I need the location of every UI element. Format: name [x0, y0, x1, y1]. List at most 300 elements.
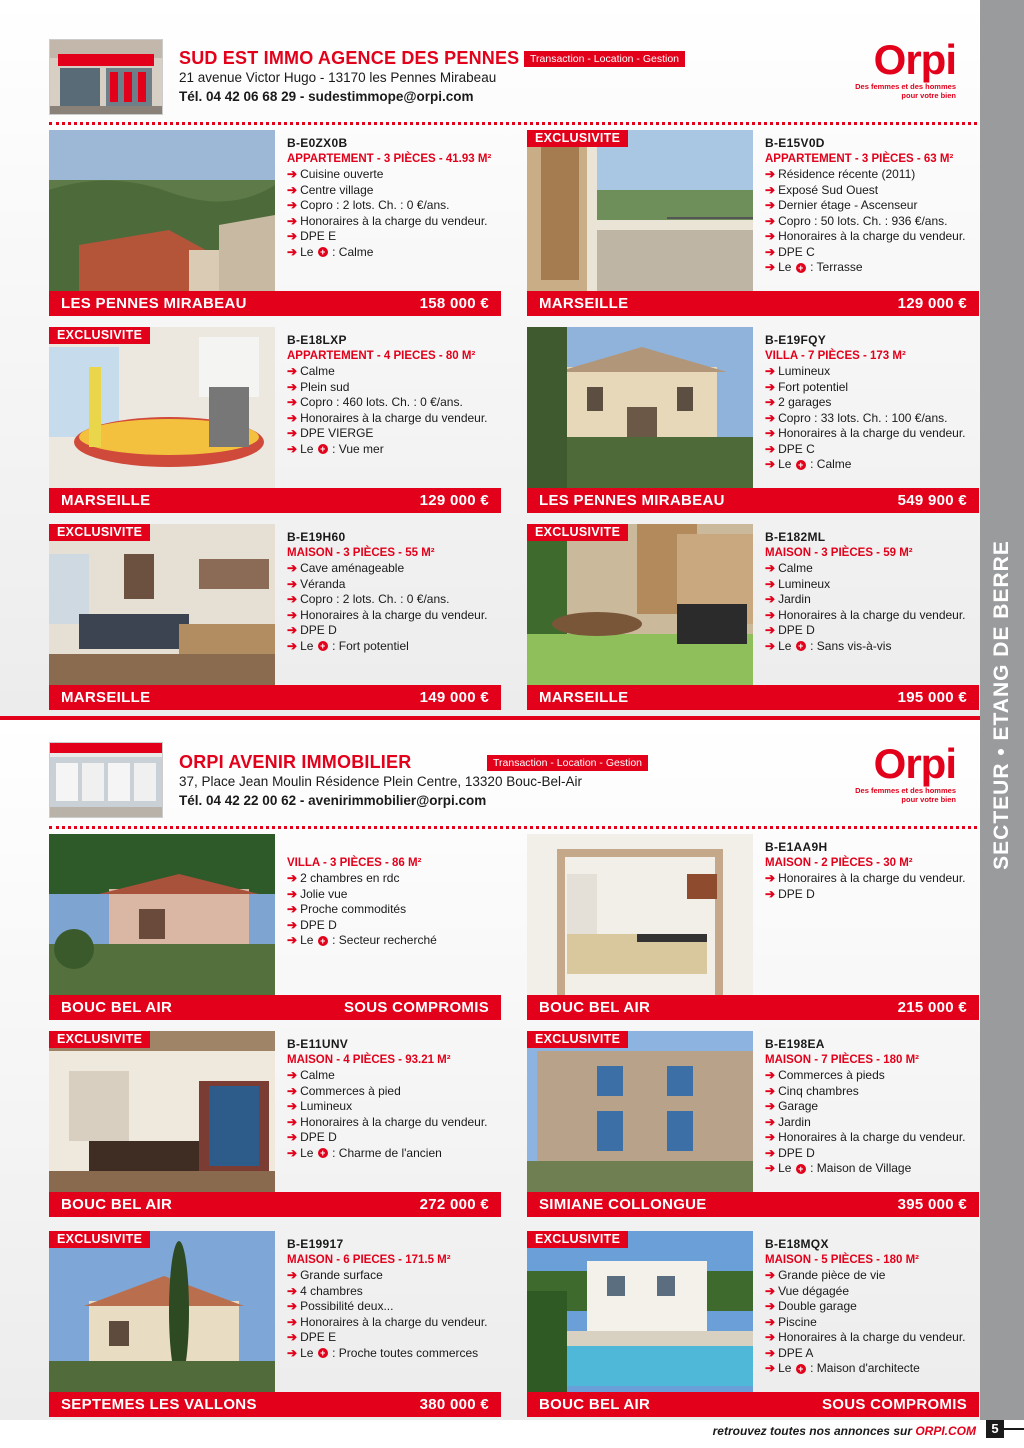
arrow-right-icon: ➔: [287, 182, 298, 197]
le-label: Le: [300, 1145, 314, 1160]
listing-feature: [287, 167, 501, 183]
arrow-right-icon: ➔: [287, 1145, 298, 1160]
listing-le-plus: [765, 260, 979, 276]
arrow-right-icon: ➔: [287, 1345, 298, 1360]
listing-feature: [287, 1299, 501, 1315]
arrow-right-icon: ➔: [287, 1283, 298, 1298]
listing-feature: [765, 1284, 979, 1300]
feature-text: Vue dégagée: [778, 1283, 850, 1298]
listing-photo[interactable]: [49, 1231, 275, 1392]
listing-details: [287, 530, 501, 654]
listing-feature: [287, 380, 501, 396]
feature-text: DPE D: [778, 1145, 815, 1160]
listing-card[interactable]: [527, 524, 979, 710]
arrow-right-icon: ➔: [287, 561, 298, 575]
listing-feature: [765, 380, 979, 396]
arrow-right-icon: ➔: [287, 167, 298, 181]
arrow-right-icon: ➔: [765, 561, 776, 575]
listing-card[interactable]: [49, 130, 501, 316]
feature-text: Honoraires à la charge du vendeur.: [300, 410, 488, 425]
agency-storefront-photo: [49, 742, 163, 818]
feature-text: Honoraires à la charge du vendeur.: [778, 426, 966, 440]
page-number: 5: [986, 1420, 1004, 1438]
feature-text: Honoraires à la charge du vendeur.: [300, 1314, 488, 1329]
feature-text: Copro : 2 lots. Ch. : 0 €/ans.: [300, 592, 450, 606]
listing-card[interactable]: [527, 130, 979, 316]
arrow-right-icon: ➔: [287, 638, 298, 653]
plus-icon: +: [796, 1164, 806, 1174]
listing-feature: [287, 887, 501, 903]
listing-feature: [765, 442, 979, 458]
arrow-right-icon: ➔: [765, 1345, 776, 1360]
listing-le-plus: [765, 1361, 979, 1377]
listing-price: 380 000 €: [419, 1396, 489, 1413]
feature-text: DPE D: [300, 1130, 337, 1144]
listing-city: BOUC BEL AIR: [61, 1196, 173, 1213]
feature-text: DPE D: [300, 623, 337, 637]
feature-text: Copro : 460 lots. Ch. : 0 €/ans.: [300, 395, 463, 409]
le-label: Le: [300, 441, 314, 456]
listing-feature: [287, 623, 501, 639]
listing-type: MAISON - 5 PIÈCES - 180 M²: [765, 1254, 920, 1266]
listing-details: [765, 1037, 979, 1177]
listing-city: BOUC BEL AIR: [539, 999, 651, 1016]
listing-reference: B-E15V0D: [765, 136, 825, 150]
listing-details: [765, 840, 979, 902]
feature-text: Lumineux: [778, 576, 831, 591]
listing-photo[interactable]: [49, 834, 275, 995]
feature-text: Garage: [778, 1099, 819, 1113]
orpi-wordmark: Orpi: [873, 740, 956, 787]
listing-feature: [287, 561, 501, 577]
plus-icon: +: [318, 247, 328, 257]
feature-text: Fort potentiel: [778, 379, 849, 394]
listing-price: 149 000 €: [419, 689, 489, 706]
feature-text: Calme: [300, 1068, 335, 1082]
listing-reference: B-E11UNV: [287, 1037, 349, 1051]
le-plus-text: : Proche toutes commerces: [332, 1345, 479, 1360]
dotted-separator: [49, 826, 977, 829]
listing-feature: [287, 1099, 501, 1115]
arrow-right-icon: ➔: [287, 441, 298, 456]
listing-reference: B-E19H60: [287, 530, 346, 544]
arrow-right-icon: ➔: [765, 1361, 776, 1375]
listing-card[interactable]: [49, 1031, 501, 1217]
listing-feature: [765, 167, 979, 183]
feature-text: Cuisine ouverte: [300, 167, 384, 181]
feature-text: Honoraires à la charge du vendeur.: [778, 607, 966, 622]
arrow-right-icon: ➔: [765, 1283, 776, 1298]
exclusive-badge: EXCLUSIVITE: [49, 327, 150, 344]
listing-feature: [765, 411, 979, 427]
listing-le-plus: [765, 1161, 979, 1177]
listing-bar: [49, 1192, 501, 1217]
feature-text: Véranda: [300, 576, 346, 591]
arrow-right-icon: ➔: [287, 395, 298, 409]
listing-feature: [765, 592, 979, 608]
listing-feature: [765, 1330, 979, 1346]
listing-type: APPARTEMENT - 4 PIECES - 80 M²: [287, 350, 476, 362]
arrow-right-icon: ➔: [765, 1130, 776, 1144]
listing-feature: [765, 608, 979, 624]
listing-feature: [287, 411, 501, 427]
arrow-right-icon: ➔: [287, 379, 298, 394]
exclusive-badge: EXCLUSIVITE: [49, 1031, 150, 1048]
listing-details: [765, 136, 979, 276]
listing-feature: [287, 198, 501, 214]
listing-le-plus: [287, 639, 501, 655]
le-label: Le: [300, 933, 314, 947]
le-plus-text: : Vue mer: [332, 441, 384, 456]
listing-details: [765, 530, 979, 654]
listing-bar: [527, 291, 979, 316]
listing-type: MAISON - 6 PIECES - 171.5 M²: [287, 1254, 451, 1266]
arrow-right-icon: ➔: [765, 260, 776, 274]
arrow-right-icon: ➔: [765, 1161, 776, 1175]
feature-text: DPE E: [300, 229, 337, 243]
footer-url[interactable]: ORPI.COM: [915, 1424, 976, 1438]
agency-contact[interactable]: Tél. 04 42 06 68 29 - sudestimmope@orpi.com: [179, 89, 474, 104]
feature-text: Honoraires à la charge du vendeur.: [300, 213, 488, 228]
arrow-right-icon: ➔: [287, 364, 298, 378]
le-label: Le: [300, 638, 314, 653]
feature-text: Grande pièce de vie: [778, 1268, 886, 1282]
feature-text: Copro : 33 lots. Ch. : 100 €/ans.: [778, 410, 948, 425]
listing-type: APPARTEMENT - 3 PIÈCES - 63 M²: [765, 153, 954, 165]
listing-feature: [287, 1068, 501, 1084]
le-plus-text: : Charme de l'ancien: [332, 1145, 442, 1160]
orpi-tagline-1: Des femmes et des hommes: [855, 786, 956, 795]
feature-text: Copro : 2 lots. Ch. : 0 €/ans.: [300, 198, 450, 212]
listing-feature: [765, 561, 979, 577]
exclusive-badge: EXCLUSIVITE: [527, 524, 628, 541]
arrow-right-icon: ➔: [287, 623, 298, 637]
listing-feature: [765, 1115, 979, 1131]
listing-photo[interactable]: [527, 1031, 753, 1192]
listing-feature: [287, 608, 501, 624]
arrow-right-icon: ➔: [287, 244, 298, 259]
feature-text: Honoraires à la charge du vendeur.: [778, 1330, 966, 1344]
feature-text: DPE E: [300, 1330, 337, 1344]
sidebar-label: SECTEUR • ETANG DE BERRE: [990, 540, 1013, 870]
arrow-right-icon: ➔: [287, 1083, 298, 1098]
plus-icon: +: [318, 936, 328, 946]
le-label: Le: [778, 1361, 792, 1375]
listing-price: 129 000 €: [897, 295, 967, 312]
feature-text: DPE A: [778, 1345, 814, 1360]
le-label: Le: [300, 1345, 314, 1360]
agency-address: 37, Place Jean Moulin Résidence Plein Centre, 13320 Bouc-Bel-Air: [179, 774, 582, 789]
arrow-right-icon: ➔: [287, 917, 298, 932]
listing-feature: [287, 871, 501, 887]
listing-city: SEPTEMES LES VALLONS: [61, 1396, 257, 1413]
listing-price: 195 000 €: [897, 689, 967, 706]
arrow-right-icon: ➔: [287, 592, 298, 606]
agency-address: 21 avenue Victor Hugo - 13170 les Pennes Mirabeau: [179, 70, 497, 85]
le-label: Le: [778, 1161, 792, 1175]
listing-type: MAISON - 2 PIÈCES - 30 M²: [765, 857, 913, 869]
listing-feature: [765, 887, 979, 903]
listing-reference-empty: [287, 840, 501, 855]
listing-photo[interactable]: [527, 130, 753, 291]
arrow-right-icon: ➔: [765, 410, 776, 425]
listing-feature: [287, 1115, 501, 1131]
listing-photo[interactable]: [527, 327, 753, 488]
plus-icon: +: [796, 263, 806, 273]
arrow-right-icon: ➔: [765, 457, 776, 471]
arrow-right-icon: ➔: [765, 1145, 776, 1160]
orpi-logo: [836, 742, 956, 804]
feature-text: Cave aménageable: [300, 561, 405, 575]
arrow-right-icon: ➔: [765, 592, 776, 606]
listing-photo[interactable]: [527, 1231, 753, 1392]
listing-photo[interactable]: [49, 1031, 275, 1192]
listing-card[interactable]: [527, 1231, 979, 1417]
listing-card[interactable]: [49, 834, 501, 1020]
listing-card[interactable]: [527, 834, 979, 1020]
arrow-right-icon: ➔: [287, 198, 298, 212]
listing-reference: B-E198EA: [765, 1037, 825, 1051]
arrow-right-icon: ➔: [765, 1299, 776, 1313]
le-label: Le: [300, 244, 314, 259]
listing-bar: [49, 1392, 501, 1417]
feature-text: 2 chambres en rdc: [300, 871, 400, 885]
agency-storefront-photo: [49, 39, 163, 115]
arrow-right-icon: ➔: [287, 1330, 298, 1344]
listing-details: [287, 840, 501, 949]
listing-le-plus: [765, 457, 979, 473]
plus-icon: +: [796, 641, 806, 651]
agency-contact[interactable]: Tél. 04 42 22 00 62 - avenirimmobilier@orpi.com: [179, 793, 487, 808]
arrow-right-icon: ➔: [765, 441, 776, 456]
dotted-separator: [49, 122, 977, 125]
agency-name: ORPI AVENIR IMMOBILIER: [179, 752, 412, 772]
listing-price: 129 000 €: [419, 492, 489, 509]
feature-text: Centre village: [300, 182, 374, 197]
listing-details: [765, 1237, 979, 1377]
orpi-logo: [836, 38, 956, 100]
le-plus-text: : Sans vis-à-vis: [810, 638, 892, 653]
listing-feature: [287, 1084, 501, 1100]
arrow-right-icon: ➔: [765, 886, 776, 901]
arrow-right-icon: ➔: [765, 244, 776, 259]
listing-feature: [765, 1068, 979, 1084]
listing-price: 215 000 €: [897, 999, 967, 1016]
listing-card[interactable]: [527, 1031, 979, 1217]
feature-text: DPE D: [778, 623, 815, 637]
listing-details: [287, 1037, 501, 1161]
arrow-right-icon: ➔: [765, 623, 776, 637]
listing-type: MAISON - 3 PIÈCES - 59 M²: [765, 547, 913, 559]
agency-services-badge: Transaction - Location - Gestion: [487, 755, 648, 771]
plus-icon: +: [796, 460, 806, 470]
listing-feature: [765, 1130, 979, 1146]
listing-feature: [765, 364, 979, 380]
listing-type: MAISON - 3 PIÈCES - 55 M²: [287, 547, 435, 559]
listing-bar: [527, 685, 979, 710]
listing-feature: [287, 364, 501, 380]
feature-text: Commerces à pieds: [778, 1068, 885, 1082]
listing-price: SOUS COMPROMIS: [343, 999, 489, 1016]
arrow-right-icon: ➔: [765, 364, 776, 378]
listing-feature: [765, 1099, 979, 1115]
arrow-right-icon: ➔: [287, 902, 298, 916]
listing-reference: B-E0ZX0B: [287, 136, 348, 150]
arrow-right-icon: ➔: [765, 167, 776, 181]
listing-bar: [527, 1192, 979, 1217]
listing-price: 549 900 €: [897, 492, 967, 509]
feature-text: Jardin: [778, 1114, 811, 1129]
listing-type: VILLA - 7 PIÈCES - 173 M²: [765, 350, 906, 362]
plus-icon: +: [318, 641, 328, 651]
listing-feature: [765, 395, 979, 411]
listing-le-plus: [287, 933, 501, 949]
le-label: Le: [778, 457, 792, 471]
arrow-right-icon: ➔: [287, 933, 298, 947]
listing-bar: [49, 685, 501, 710]
le-plus-text: : Calme: [810, 457, 852, 471]
listing-price: 395 000 €: [897, 1196, 967, 1213]
le-label: Le: [778, 260, 792, 274]
footer: [713, 1424, 976, 1438]
feature-text: Jolie vue: [300, 886, 348, 901]
arrow-right-icon: ➔: [765, 426, 776, 440]
exclusive-badge: EXCLUSIVITE: [527, 1031, 628, 1048]
arrow-right-icon: ➔: [765, 1083, 776, 1098]
listing-photo[interactable]: [49, 327, 275, 488]
arrow-right-icon: ➔: [765, 607, 776, 622]
footer-text: retrouvez toutes nos annonces sur: [712, 1424, 916, 1438]
le-plus-text: : Calme: [332, 244, 374, 259]
listing-details: [287, 333, 501, 457]
feature-text: DPE C: [778, 244, 815, 259]
arrow-right-icon: ➔: [287, 886, 298, 901]
plus-icon: +: [318, 444, 328, 454]
arrow-right-icon: ➔: [765, 198, 776, 212]
exclusive-badge: EXCLUSIVITE: [527, 1231, 628, 1248]
feature-text: Lumineux: [300, 1099, 353, 1113]
feature-text: 4 chambres: [300, 1283, 363, 1298]
arrow-right-icon: ➔: [287, 229, 298, 243]
listing-card[interactable]: [49, 327, 501, 513]
arrow-right-icon: ➔: [287, 1314, 298, 1329]
listing-reference: B-E182ML: [765, 530, 826, 544]
feature-text: DPE VIERGE: [300, 426, 374, 440]
listing-photo[interactable]: [527, 524, 753, 685]
listing-feature: [765, 183, 979, 199]
listing-feature: [287, 592, 501, 608]
listing-feature: [287, 214, 501, 230]
listing-le-plus: [287, 1346, 501, 1362]
orpi-wordmark: Orpi: [873, 36, 956, 83]
listing-price: 158 000 €: [419, 295, 489, 312]
listing-photo[interactable]: [49, 524, 275, 685]
arrow-right-icon: ➔: [765, 1068, 776, 1082]
listing-photo[interactable]: [527, 834, 753, 995]
arrow-right-icon: ➔: [287, 1130, 298, 1144]
exclusive-badge: EXCLUSIVITE: [49, 1231, 150, 1248]
listing-city: BOUC BEL AIR: [61, 999, 173, 1016]
listing-city: SIMIANE COLLONGUE: [539, 1196, 707, 1213]
listing-city: MARSEILLE: [61, 689, 151, 706]
listing-card[interactable]: [49, 524, 501, 710]
listing-feature: [287, 1268, 501, 1284]
feature-text: Proche commodités: [300, 902, 407, 916]
listing-feature: [765, 1299, 979, 1315]
listing-feature: [287, 1330, 501, 1346]
listing-feature: [287, 902, 501, 918]
arrow-right-icon: ➔: [765, 638, 776, 653]
arrow-right-icon: ➔: [765, 182, 776, 197]
arrow-right-icon: ➔: [287, 871, 298, 885]
orpi-tagline-2: pour votre bien: [901, 91, 956, 100]
listing-feature: [287, 395, 501, 411]
listing-photo[interactable]: [49, 130, 275, 291]
feature-text: Copro : 50 lots. Ch. : 936 €/ans.: [778, 213, 948, 228]
agency-services-badge: Transaction - Location - Gestion: [524, 51, 685, 67]
listing-city: BOUC BEL AIR: [539, 1396, 651, 1413]
feature-text: Lumineux: [778, 364, 831, 378]
listing-card[interactable]: [527, 327, 979, 513]
listing-feature: [287, 229, 501, 245]
feature-text: Honoraires à la charge du vendeur.: [778, 1130, 966, 1144]
feature-text: Calme: [778, 561, 813, 575]
listing-type: APPARTEMENT - 3 PIÈCES - 41.93 M²: [287, 153, 492, 165]
feature-text: Piscine: [778, 1314, 817, 1329]
feature-text: Honoraires à la charge du vendeur.: [778, 229, 966, 243]
orpi-tagline-1: Des femmes et des hommes: [855, 82, 956, 91]
arrow-right-icon: ➔: [765, 871, 776, 885]
listing-feature: [287, 1315, 501, 1331]
listing-bar: [527, 1392, 979, 1417]
exclusive-badge: EXCLUSIVITE: [527, 130, 628, 147]
feature-text: Résidence récente (2011): [778, 167, 916, 181]
listing-bar: [49, 995, 501, 1020]
feature-text: DPE D: [300, 917, 337, 932]
plus-icon: +: [796, 1364, 806, 1374]
feature-text: Double garage: [778, 1299, 857, 1313]
arrow-right-icon: ➔: [765, 379, 776, 394]
listing-price: SOUS COMPROMIS: [821, 1396, 967, 1413]
listing-feature: [765, 871, 979, 887]
listing-reference: B-E18MQX: [765, 1237, 829, 1251]
feature-text: Dernier étage - Ascenseur: [778, 198, 918, 212]
listing-feature: [765, 214, 979, 230]
listing-bar: [49, 488, 501, 513]
feature-text: 2 garages: [778, 395, 832, 409]
listing-reference: B-E19FQY: [765, 333, 827, 347]
arrow-right-icon: ➔: [765, 1114, 776, 1129]
listing-feature: [287, 426, 501, 442]
listing-city: MARSEILLE: [61, 492, 151, 509]
listing-reference: B-E19917: [287, 1237, 344, 1251]
listing-price: 272 000 €: [419, 1196, 489, 1213]
feature-text: Honoraires à la charge du vendeur.: [300, 1114, 488, 1129]
le-plus-text: : Maison de Village: [810, 1161, 912, 1175]
arrow-right-icon: ➔: [287, 1299, 298, 1313]
arrow-right-icon: ➔: [287, 1099, 298, 1113]
listing-feature: [765, 577, 979, 593]
arrow-right-icon: ➔: [287, 213, 298, 228]
arrow-right-icon: ➔: [765, 213, 776, 228]
feature-text: Grande surface: [300, 1268, 383, 1282]
listing-feature: [765, 1084, 979, 1100]
listing-card[interactable]: [49, 1231, 501, 1417]
section-divider: [0, 716, 980, 720]
feature-text: Exposé Sud Ouest: [778, 182, 879, 197]
arrow-right-icon: ➔: [765, 1330, 776, 1344]
listing-feature: [765, 1346, 979, 1362]
